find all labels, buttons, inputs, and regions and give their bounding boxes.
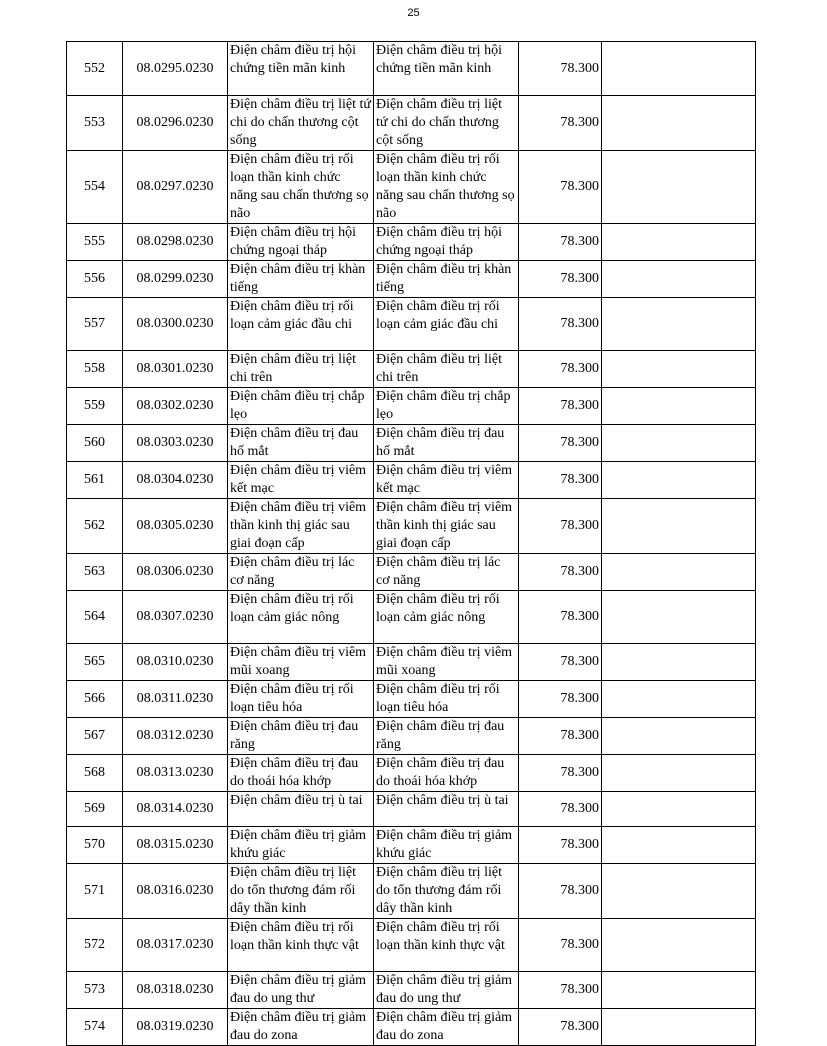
price-cell: 78.300 bbox=[519, 42, 602, 96]
note-cell bbox=[602, 827, 756, 864]
approved-name-cell: Điện châm điều trị giảm đau do ung thư bbox=[374, 972, 519, 1009]
row-number-cell: 558 bbox=[67, 351, 123, 388]
approved-name-cell: Điện châm điều trị rối loạn thần kinh thực vật bbox=[374, 919, 519, 972]
service-name-cell: Điện châm điều trị liệt do tổn thương đám rối dây thần kinh bbox=[228, 864, 374, 919]
row-number-cell: 564 bbox=[67, 591, 123, 644]
row-number-cell: 561 bbox=[67, 462, 123, 499]
note-cell bbox=[602, 554, 756, 591]
service-code-cell: 08.0316.0230 bbox=[123, 864, 228, 919]
service-code-cell: 08.0302.0230 bbox=[123, 388, 228, 425]
approved-name-cell: Điện châm điều trị rối loạn thần kinh chức năng sau chấn thương sọ não bbox=[374, 151, 519, 224]
service-name-cell: Điện châm điều trị đau hố mắt bbox=[228, 425, 374, 462]
row-number-cell: 567 bbox=[67, 718, 123, 755]
note-cell bbox=[602, 499, 756, 554]
row-number-cell: 553 bbox=[67, 96, 123, 151]
service-code-cell: 08.0312.0230 bbox=[123, 718, 228, 755]
table-body bbox=[67, 42, 756, 1046]
service-code-cell: 08.0317.0230 bbox=[123, 919, 228, 972]
approved-name-cell: Điện châm điều trị khàn tiếng bbox=[374, 261, 519, 298]
table-row bbox=[67, 462, 756, 499]
approved-name-cell: Điện châm điều trị hội chứng tiền mãn kinh bbox=[374, 42, 519, 96]
service-code-cell: 08.0315.0230 bbox=[123, 827, 228, 864]
note-cell bbox=[602, 864, 756, 919]
price-cell: 78.300 bbox=[519, 224, 602, 261]
row-number-cell: 571 bbox=[67, 864, 123, 919]
service-code-cell: 08.0299.0230 bbox=[123, 261, 228, 298]
approved-name-cell: Điện châm điều trị lác cơ năng bbox=[374, 554, 519, 591]
row-number-cell: 569 bbox=[67, 792, 123, 827]
service-name-cell: Điện châm điều trị ù tai bbox=[228, 792, 374, 827]
row-number-cell: 574 bbox=[67, 1009, 123, 1046]
approved-name-cell: Điện châm điều trị rối loạn cảm giác đầu chi bbox=[374, 298, 519, 351]
service-code-cell: 08.0306.0230 bbox=[123, 554, 228, 591]
price-cell: 78.300 bbox=[519, 151, 602, 224]
approved-name-cell: Điện châm điều trị hội chứng ngoại tháp bbox=[374, 224, 519, 261]
service-name-cell: Điện châm điều trị liệt chi trên bbox=[228, 351, 374, 388]
service-name-cell: Điện châm điều trị hội chứng ngoại tháp bbox=[228, 224, 374, 261]
row-number-cell: 566 bbox=[67, 681, 123, 718]
table-row bbox=[67, 919, 756, 972]
approved-name-cell: Điện châm điều trị giảm khứu giác bbox=[374, 827, 519, 864]
table-row bbox=[67, 42, 756, 96]
service-name-cell: Điện châm điều trị rối loạn tiêu hóa bbox=[228, 681, 374, 718]
note-cell bbox=[602, 224, 756, 261]
service-name-cell: Điện châm điều trị chắp lẹo bbox=[228, 388, 374, 425]
page-number: 25 bbox=[407, 7, 420, 19]
service-code-cell: 08.0300.0230 bbox=[123, 298, 228, 351]
row-number-cell: 560 bbox=[67, 425, 123, 462]
note-cell bbox=[602, 96, 756, 151]
table-row bbox=[67, 972, 756, 1009]
note-cell bbox=[602, 388, 756, 425]
row-number-cell: 563 bbox=[67, 554, 123, 591]
approved-name-cell: Điện châm điều trị ù tai bbox=[374, 792, 519, 827]
price-cell: 78.300 bbox=[519, 792, 602, 827]
note-cell bbox=[602, 351, 756, 388]
service-name-cell: Điện châm điều trị liệt tứ chi do chấn thương cột sống bbox=[228, 96, 374, 151]
table-row bbox=[67, 388, 756, 425]
service-name-cell: Điện châm điều trị hội chứng tiền mãn kinh bbox=[228, 42, 374, 96]
table-row bbox=[67, 351, 756, 388]
service-code-cell: 08.0301.0230 bbox=[123, 351, 228, 388]
price-cell: 78.300 bbox=[519, 261, 602, 298]
service-name-cell: Điện châm điều trị viêm thần kinh thị giác sau giai đoạn cấp bbox=[228, 499, 374, 554]
row-number-cell: 555 bbox=[67, 224, 123, 261]
note-cell bbox=[602, 644, 756, 681]
table-row bbox=[67, 261, 756, 298]
approved-name-cell: Điện châm điều trị viêm thần kinh thị giác sau giai đoạn cấp bbox=[374, 499, 519, 554]
table-row bbox=[67, 718, 756, 755]
approved-name-cell: Điện châm điều trị rối loạn tiêu hóa bbox=[374, 681, 519, 718]
price-cell: 78.300 bbox=[519, 425, 602, 462]
approved-name-cell: Điện châm điều trị liệt do tổn thương đám rối dây thần kinh bbox=[374, 864, 519, 919]
row-number-cell: 570 bbox=[67, 827, 123, 864]
table-row bbox=[67, 151, 756, 224]
service-code-cell: 08.0295.0230 bbox=[123, 42, 228, 96]
row-number-cell: 554 bbox=[67, 151, 123, 224]
table-row bbox=[67, 96, 756, 151]
price-cell: 78.300 bbox=[519, 972, 602, 1009]
service-name-cell: Điện châm điều trị lác cơ năng bbox=[228, 554, 374, 591]
table-row bbox=[67, 644, 756, 681]
service-name-cell: Điện châm điều trị giảm đau do ung thư bbox=[228, 972, 374, 1009]
table-row bbox=[67, 864, 756, 919]
note-cell bbox=[602, 919, 756, 972]
row-number-cell: 552 bbox=[67, 42, 123, 96]
service-code-cell: 08.0304.0230 bbox=[123, 462, 228, 499]
service-code-cell: 08.0319.0230 bbox=[123, 1009, 228, 1046]
price-cell: 78.300 bbox=[519, 298, 602, 351]
service-name-cell: Điện châm điều trị viêm kết mạc bbox=[228, 462, 374, 499]
note-cell bbox=[602, 1009, 756, 1046]
table-row bbox=[67, 1009, 756, 1046]
service-code-cell: 08.0297.0230 bbox=[123, 151, 228, 224]
approved-name-cell: Điện châm điều trị liệt tứ chi do chấn thương cột sống bbox=[374, 96, 519, 151]
approved-name-cell: Điện châm điều trị đau hố mắt bbox=[374, 425, 519, 462]
price-cell: 78.300 bbox=[519, 718, 602, 755]
service-code-cell: 08.0296.0230 bbox=[123, 96, 228, 151]
price-table bbox=[66, 41, 756, 1046]
table-row bbox=[67, 755, 756, 792]
row-number-cell: 565 bbox=[67, 644, 123, 681]
note-cell bbox=[602, 425, 756, 462]
note-cell bbox=[602, 591, 756, 644]
price-cell: 78.300 bbox=[519, 96, 602, 151]
service-name-cell: Điện châm điều trị giảm đau do zona bbox=[228, 1009, 374, 1046]
service-code-cell: 08.0313.0230 bbox=[123, 755, 228, 792]
service-name-cell: Điện châm điều trị giảm khứu giác bbox=[228, 827, 374, 864]
table-row bbox=[67, 224, 756, 261]
service-code-cell: 08.0314.0230 bbox=[123, 792, 228, 827]
table-row bbox=[67, 425, 756, 462]
note-cell bbox=[602, 261, 756, 298]
note-cell bbox=[602, 718, 756, 755]
note-cell bbox=[602, 151, 756, 224]
service-name-cell: Điện châm điều trị rối loạn cảm giác đầu chi bbox=[228, 298, 374, 351]
row-number-cell: 556 bbox=[67, 261, 123, 298]
service-name-cell: Điện châm điều trị rối loạn cảm giác nông bbox=[228, 591, 374, 644]
table-row bbox=[67, 827, 756, 864]
service-name-cell: Điện châm điều trị khàn tiếng bbox=[228, 261, 374, 298]
price-cell: 78.300 bbox=[519, 462, 602, 499]
note-cell bbox=[602, 792, 756, 827]
price-cell: 78.300 bbox=[519, 1009, 602, 1046]
table-row bbox=[67, 792, 756, 827]
table-row bbox=[67, 499, 756, 554]
service-name-cell: Điện châm điều trị đau do thoái hóa khớp bbox=[228, 755, 374, 792]
row-number-cell: 557 bbox=[67, 298, 123, 351]
price-cell: 78.300 bbox=[519, 681, 602, 718]
price-cell: 78.300 bbox=[519, 351, 602, 388]
table-row bbox=[67, 681, 756, 718]
approved-name-cell: Điện châm điều trị viêm kết mạc bbox=[374, 462, 519, 499]
approved-name-cell: Điện châm điều trị giảm đau do zona bbox=[374, 1009, 519, 1046]
row-number-cell: 573 bbox=[67, 972, 123, 1009]
price-cell: 78.300 bbox=[519, 919, 602, 972]
approved-name-cell: Điện châm điều trị đau do thoái hóa khớp bbox=[374, 755, 519, 792]
price-cell: 78.300 bbox=[519, 644, 602, 681]
service-code-cell: 08.0310.0230 bbox=[123, 644, 228, 681]
service-code-cell: 08.0298.0230 bbox=[123, 224, 228, 261]
service-name-cell: Điện châm điều trị viêm mũi xoang bbox=[228, 644, 374, 681]
price-cell: 78.300 bbox=[519, 591, 602, 644]
service-code-cell: 08.0311.0230 bbox=[123, 681, 228, 718]
approved-name-cell: Điện châm điều trị liệt chi trên bbox=[374, 351, 519, 388]
price-cell: 78.300 bbox=[519, 827, 602, 864]
price-cell: 78.300 bbox=[519, 388, 602, 425]
table-row bbox=[67, 298, 756, 351]
service-name-cell: Điện châm điều trị rối loạn thần kinh thực vật bbox=[228, 919, 374, 972]
row-number-cell: 568 bbox=[67, 755, 123, 792]
note-cell bbox=[602, 755, 756, 792]
service-code-cell: 08.0305.0230 bbox=[123, 499, 228, 554]
note-cell bbox=[602, 298, 756, 351]
service-code-cell: 08.0318.0230 bbox=[123, 972, 228, 1009]
note-cell bbox=[602, 42, 756, 96]
approved-name-cell: Điện châm điều trị rối loạn cảm giác nông bbox=[374, 591, 519, 644]
row-number-cell: 562 bbox=[67, 499, 123, 554]
service-code-cell: 08.0303.0230 bbox=[123, 425, 228, 462]
price-cell: 78.300 bbox=[519, 554, 602, 591]
note-cell bbox=[602, 972, 756, 1009]
price-cell: 78.300 bbox=[519, 755, 602, 792]
note-cell bbox=[602, 681, 756, 718]
row-number-cell: 559 bbox=[67, 388, 123, 425]
note-cell bbox=[602, 462, 756, 499]
table-row bbox=[67, 591, 756, 644]
service-name-cell: Điện châm điều trị đau răng bbox=[228, 718, 374, 755]
price-cell: 78.300 bbox=[519, 499, 602, 554]
approved-name-cell: Điện châm điều trị đau răng bbox=[374, 718, 519, 755]
row-number-cell: 572 bbox=[67, 919, 123, 972]
service-code-cell: 08.0307.0230 bbox=[123, 591, 228, 644]
table-row bbox=[67, 554, 756, 591]
price-cell: 78.300 bbox=[519, 864, 602, 919]
approved-name-cell: Điện châm điều trị chắp lẹo bbox=[374, 388, 519, 425]
approved-name-cell: Điện châm điều trị viêm mũi xoang bbox=[374, 644, 519, 681]
service-name-cell: Điện châm điều trị rối loạn thần kinh chức năng sau chấn thương sọ não bbox=[228, 151, 374, 224]
